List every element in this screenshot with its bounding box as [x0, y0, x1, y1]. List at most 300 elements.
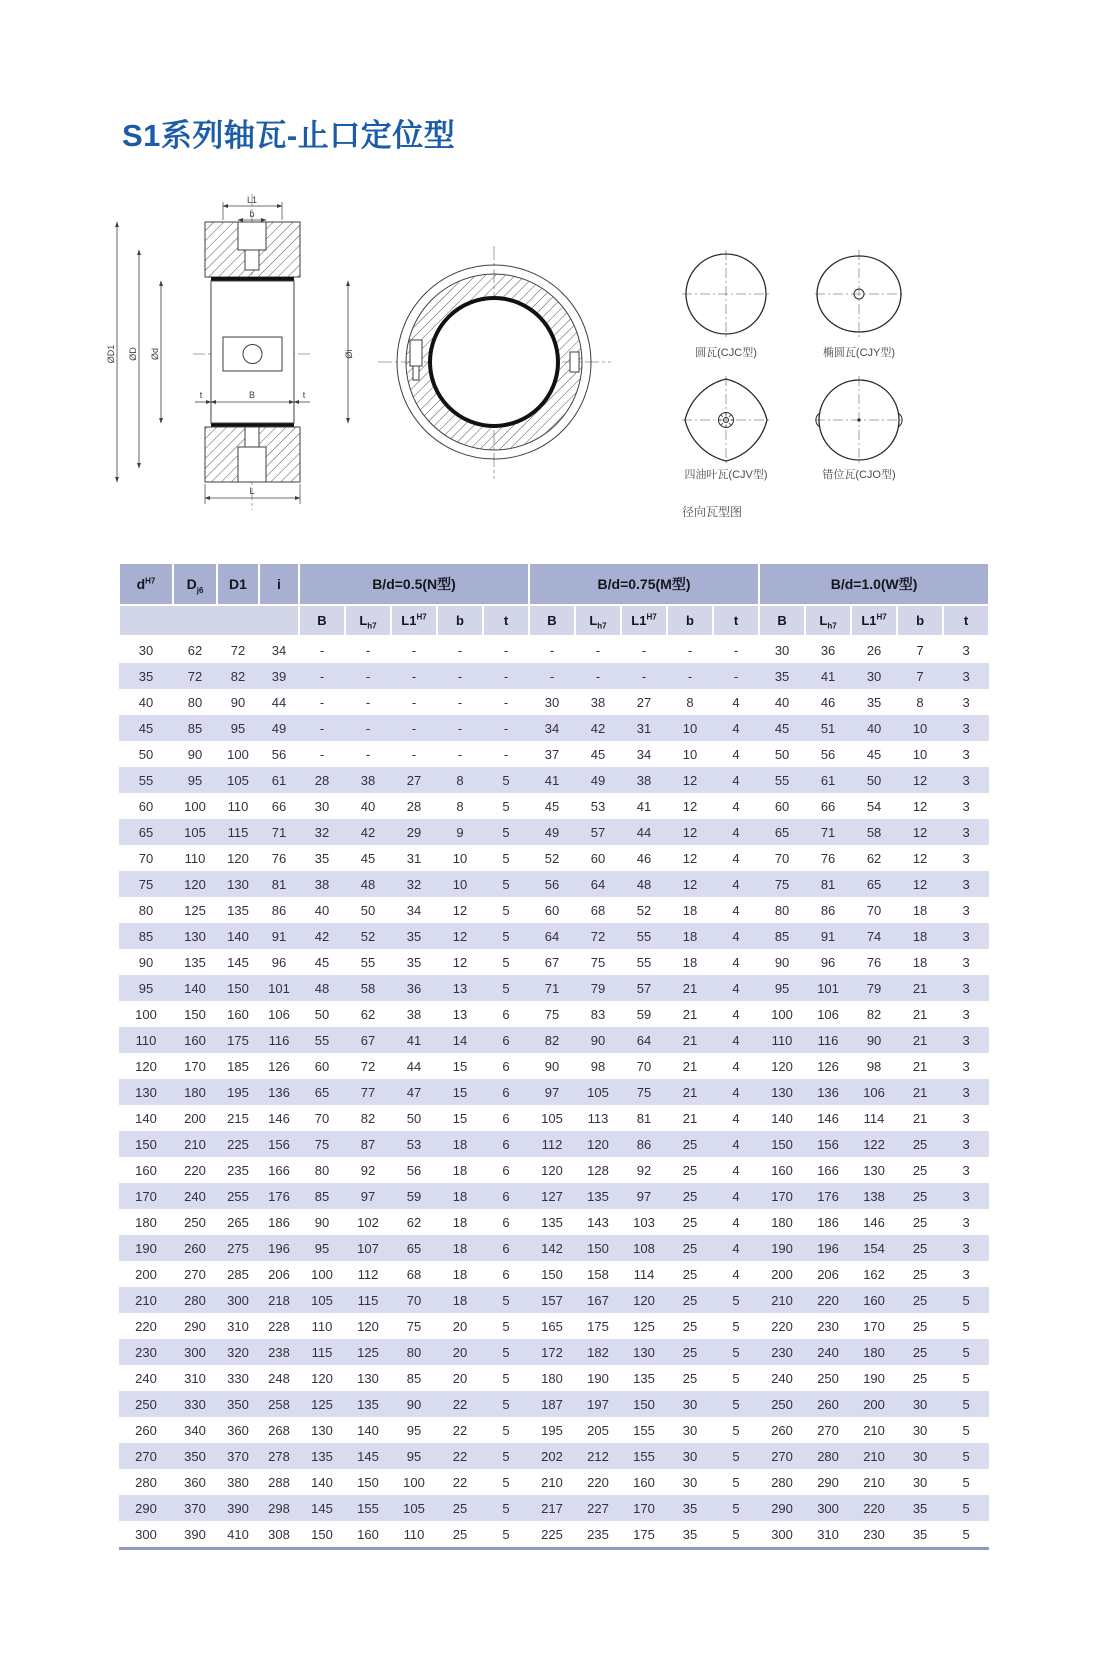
- table-cell: 140: [173, 975, 217, 1001]
- table-cell: 90: [391, 1391, 437, 1417]
- table-cell: 25: [897, 1287, 943, 1313]
- table-cell: 250: [817, 1370, 839, 1386]
- table-cell: 25: [437, 1495, 483, 1521]
- table-cell: 60: [774, 798, 790, 814]
- table-cell: 12: [667, 871, 713, 897]
- table-cell: -: [483, 663, 529, 689]
- table-cell: 330: [173, 1391, 217, 1417]
- table-cell: 85: [759, 923, 805, 949]
- table-cell: 140: [135, 1110, 157, 1126]
- front-view-drawing: [372, 240, 617, 485]
- table-cell: 52: [345, 923, 391, 949]
- table-cell: 20: [452, 1318, 468, 1334]
- table-row: [119, 975, 989, 1001]
- spec-table: [118, 562, 990, 1550]
- table-cell: 4: [713, 975, 759, 1001]
- table-cell: 260: [135, 1422, 157, 1438]
- table-cell: 120: [541, 1162, 563, 1178]
- col-header-i: i: [259, 563, 299, 605]
- table-cell: 86: [820, 902, 836, 918]
- table-cell: -: [503, 642, 509, 658]
- table-cell: 13: [437, 975, 483, 1001]
- table-cell: 85: [406, 1370, 422, 1386]
- table-cell: -: [733, 642, 739, 658]
- table-cell: 7: [916, 642, 924, 658]
- table-cell: 5: [502, 798, 510, 814]
- table-cell: 360: [184, 1474, 206, 1490]
- table-row: [119, 767, 989, 793]
- table-cell: 53: [590, 798, 606, 814]
- table-cell: 255: [217, 1183, 259, 1209]
- table-cell: 64: [575, 871, 621, 897]
- table-cell: 215: [227, 1110, 249, 1126]
- table-cell: 30: [912, 1474, 928, 1490]
- table-cell: 182: [575, 1339, 621, 1365]
- table-cell: -: [391, 663, 437, 689]
- table-cell: -: [457, 746, 463, 762]
- table-cell: 5: [713, 1339, 759, 1365]
- group-header-0: B/d=0.5(N型): [299, 563, 529, 605]
- subcol-header-t-g0: t: [483, 605, 529, 636]
- table-cell: 116: [259, 1027, 299, 1053]
- table-cell: 120: [575, 1131, 621, 1157]
- table-cell: 230: [759, 1339, 805, 1365]
- table-cell: 40: [851, 715, 897, 741]
- table-cell: 278: [259, 1443, 299, 1469]
- table-cell: -: [411, 694, 417, 710]
- cross-section-drawing: [105, 192, 365, 512]
- table-cell: 350: [217, 1391, 259, 1417]
- table-cell: 40: [774, 694, 790, 710]
- table-cell: 175: [621, 1521, 667, 1549]
- table-cell: 30: [774, 642, 790, 658]
- table-cell: 8: [456, 798, 464, 814]
- table-cell: 248: [268, 1370, 290, 1386]
- table-cell: 190: [759, 1235, 805, 1261]
- table-cell: 70: [866, 902, 882, 918]
- table-cell: 212: [575, 1443, 621, 1469]
- table-cell: 5: [502, 1318, 510, 1334]
- table-cell: 34: [406, 902, 422, 918]
- table-cell: 25: [897, 1339, 943, 1365]
- table-cell: 21: [667, 1079, 713, 1105]
- table-cell: 3: [962, 1058, 970, 1074]
- table-cell: 76: [820, 850, 836, 866]
- table-cell: 26: [866, 642, 882, 658]
- table-cell: -: [391, 715, 437, 741]
- table-cell: 35: [314, 850, 330, 866]
- table-cell: 390: [173, 1521, 217, 1549]
- table-cell: 176: [259, 1183, 299, 1209]
- table-cell: 50: [314, 1006, 330, 1022]
- table-cell: 3: [943, 1183, 989, 1209]
- dim-label-t-right: t: [302, 390, 306, 400]
- table-cell: 90: [851, 1027, 897, 1053]
- table-cell: -: [667, 663, 713, 689]
- table-cell: 25: [667, 1131, 713, 1157]
- table-cell: 220: [805, 1287, 851, 1313]
- table-cell: 6: [502, 1006, 510, 1022]
- table-cell: 95: [391, 1443, 437, 1469]
- table-cell: -: [503, 694, 509, 710]
- table-cell: 85: [119, 923, 173, 949]
- table-cell: 12: [452, 902, 468, 918]
- table-cell: 31: [406, 850, 422, 866]
- table-cell: 30: [138, 642, 154, 658]
- table-cell: 85: [299, 1183, 345, 1209]
- table-cell: 3: [962, 850, 970, 866]
- table-cell: 12: [912, 850, 928, 866]
- table-cell: 21: [912, 1110, 928, 1126]
- subcol-header-l1-g0: $L1^{H7}$: [391, 605, 437, 636]
- table-cell: 8: [686, 694, 694, 710]
- table-cell: 3: [943, 923, 989, 949]
- table-row: [119, 1443, 989, 1469]
- table-cell: 150: [759, 1131, 805, 1157]
- dim-label-phi-d1: ØD1: [106, 344, 116, 364]
- table-cell: 35: [667, 1495, 713, 1521]
- table-cell: 80: [391, 1339, 437, 1365]
- table-row: [119, 1313, 989, 1339]
- table-cell: 100: [184, 798, 206, 814]
- table-cell: 128: [587, 1162, 609, 1178]
- table-cell: 120: [357, 1318, 379, 1334]
- table-cell: 154: [851, 1235, 897, 1261]
- table-cell: 101: [259, 975, 299, 1001]
- table-cell: 195: [217, 1079, 259, 1105]
- table-cell: 12: [682, 798, 698, 814]
- table-cell: 135: [184, 954, 206, 970]
- table-cell: 300: [119, 1521, 173, 1549]
- table-cell: 76: [866, 954, 882, 970]
- table-cell: 28: [299, 767, 345, 793]
- table-cell: 25: [667, 1339, 713, 1365]
- table-cell: 50: [851, 767, 897, 793]
- table-cell: 5: [713, 1521, 759, 1549]
- table-cell: 12: [897, 767, 943, 793]
- table-cell: 65: [299, 1079, 345, 1105]
- subcol-header-b-g2: B: [759, 605, 805, 636]
- table-cell: 22: [437, 1443, 483, 1469]
- table-cell: 100: [403, 1474, 425, 1490]
- table-cell: 41: [529, 767, 575, 793]
- table-cell: 6: [483, 1183, 529, 1209]
- table-cell: 21: [912, 1006, 928, 1022]
- table-row: [119, 1261, 989, 1287]
- table-cell: 5: [483, 975, 529, 1001]
- dim-label-t-left: t: [199, 390, 203, 400]
- table-cell: 6: [483, 1079, 529, 1105]
- table-cell: 125: [633, 1318, 655, 1334]
- table-cell: -: [483, 715, 529, 741]
- table-cell: 101: [805, 975, 851, 1001]
- table-cell: 3: [962, 1006, 970, 1022]
- table-cell: 195: [541, 1422, 563, 1438]
- table-cell: 130: [759, 1079, 805, 1105]
- table-cell: 75: [759, 871, 805, 897]
- table-row: [119, 1053, 989, 1079]
- table-cell: 115: [217, 819, 259, 845]
- table-cell: 5: [732, 1318, 740, 1334]
- table-cell: 13: [452, 1006, 468, 1022]
- table-cell: 75: [544, 1006, 560, 1022]
- table-cell: 90: [187, 746, 203, 762]
- table-cell: 29: [391, 819, 437, 845]
- table-cell: 10: [452, 850, 468, 866]
- table-cell: 34: [636, 746, 652, 762]
- table-cell: 202: [529, 1443, 575, 1469]
- table-cell: 170: [621, 1495, 667, 1521]
- table-cell: 70: [391, 1287, 437, 1313]
- table-cell: 82: [866, 1006, 882, 1022]
- table-cell: 25: [912, 1318, 928, 1334]
- table-cell: -: [549, 642, 555, 658]
- wafer-cjc-drawing: [680, 248, 772, 340]
- table-cell: 4: [713, 819, 759, 845]
- table-cell: 280: [135, 1474, 157, 1490]
- table-cell: 160: [851, 1287, 897, 1313]
- wafer-cjo-drawing: [813, 374, 905, 466]
- table-cell: 186: [817, 1214, 839, 1230]
- table-cell: 38: [590, 694, 606, 710]
- table-cell: 138: [851, 1183, 897, 1209]
- table-row: [119, 1157, 989, 1183]
- table-cell: 90: [774, 954, 790, 970]
- table-cell: 79: [575, 975, 621, 1001]
- table-cell: 86: [621, 1131, 667, 1157]
- table-cell: 91: [805, 923, 851, 949]
- table-cell: 270: [759, 1443, 805, 1469]
- table-cell: 370: [173, 1495, 217, 1521]
- table-cell: 190: [863, 1370, 885, 1386]
- table-cell: 15: [452, 1058, 468, 1074]
- table-cell: 240: [135, 1370, 157, 1386]
- table-cell: 240: [805, 1339, 851, 1365]
- table-cell: 80: [774, 902, 790, 918]
- table-cell: 130: [621, 1339, 667, 1365]
- table-cell: 18: [667, 923, 713, 949]
- table-cell: 3: [962, 954, 970, 970]
- table-cell: 125: [299, 1391, 345, 1417]
- table-cell: 3: [943, 767, 989, 793]
- table-cell: 186: [268, 1214, 290, 1230]
- table-cell: 210: [863, 1474, 885, 1490]
- table-cell: 83: [590, 1006, 606, 1022]
- table-cell: 290: [184, 1318, 206, 1334]
- table-cell: 20: [452, 1370, 468, 1386]
- table-cell: 34: [529, 715, 575, 741]
- table-cell: 18: [897, 923, 943, 949]
- table-cell: -: [299, 663, 345, 689]
- table-cell: 225: [529, 1521, 575, 1549]
- table-cell: 71: [529, 975, 575, 1001]
- table-cell: 55: [360, 954, 376, 970]
- table-cell: 5: [502, 850, 510, 866]
- table-cell: 135: [541, 1214, 563, 1230]
- table-cell: 90: [575, 1027, 621, 1053]
- table-cell: 165: [541, 1318, 563, 1334]
- table-cell: 4: [713, 715, 759, 741]
- table-cell: 90: [544, 1058, 560, 1074]
- table-cell: 3: [962, 642, 970, 658]
- table-cell: 210: [863, 1422, 885, 1438]
- table-cell: 110: [759, 1027, 805, 1053]
- table-cell: 170: [863, 1318, 885, 1334]
- table-cell: 150: [299, 1521, 345, 1549]
- table-cell: 86: [271, 902, 287, 918]
- table-cell: 217: [529, 1495, 575, 1521]
- table-cell: 38: [345, 767, 391, 793]
- table-cell: 12: [897, 819, 943, 845]
- table-cell: 4: [732, 694, 740, 710]
- table-cell: 30: [912, 1422, 928, 1438]
- table-cell: 60: [544, 902, 560, 918]
- table-cell: 120: [621, 1287, 667, 1313]
- dim-label-L: L: [249, 486, 255, 496]
- table-cell: 265: [227, 1214, 249, 1230]
- table-cell: 97: [345, 1183, 391, 1209]
- table-cell: 290: [119, 1495, 173, 1521]
- table-cell: 146: [268, 1110, 290, 1126]
- table-cell: 5: [943, 1443, 989, 1469]
- table-cell: 4: [732, 1162, 740, 1178]
- table-cell: 6: [502, 1110, 510, 1126]
- col-header-d: $D_{j6}$: [173, 563, 217, 605]
- table-cell: 60: [590, 850, 606, 866]
- table-cell: 390: [217, 1495, 259, 1521]
- table-cell: 160: [345, 1521, 391, 1549]
- table-cell: 30: [897, 1391, 943, 1417]
- table-cell: 25: [682, 1214, 698, 1230]
- table-cell: 4: [713, 1131, 759, 1157]
- table-cell: 51: [805, 715, 851, 741]
- table-cell: 180: [851, 1339, 897, 1365]
- table-cell: 75: [621, 1079, 667, 1105]
- table-cell: 82: [529, 1027, 575, 1053]
- table-cell: 6: [502, 1214, 510, 1230]
- table-cell: 4: [732, 954, 740, 970]
- table-cell: 95: [217, 715, 259, 741]
- table-cell: 74: [851, 923, 897, 949]
- table-cell: -: [365, 694, 371, 710]
- wafer-cjv-drawing: [680, 374, 772, 466]
- table-cell: 5: [502, 1422, 510, 1438]
- subcol-header-b-g2: b: [897, 605, 943, 636]
- table-cell: 180: [541, 1370, 563, 1386]
- table-row: [119, 1391, 989, 1417]
- table-cell: 64: [529, 923, 575, 949]
- table-cell: 270: [119, 1443, 173, 1469]
- table-cell: 205: [587, 1422, 609, 1438]
- table-cell: 25: [897, 1235, 943, 1261]
- table-row: [119, 1079, 989, 1105]
- table-cell: 110: [227, 798, 249, 814]
- table-cell: 200: [851, 1391, 897, 1417]
- table-cell: 14: [437, 1027, 483, 1053]
- table-row: [119, 845, 989, 871]
- table-cell: 5: [502, 1474, 510, 1490]
- table-row: [119, 689, 989, 715]
- table-cell: 21: [682, 1058, 698, 1074]
- table-cell: 66: [271, 798, 287, 814]
- table-cell: 18: [437, 1183, 483, 1209]
- table-cell: 105: [575, 1079, 621, 1105]
- table-cell: 220: [851, 1495, 897, 1521]
- table-cell: 25: [912, 1370, 928, 1386]
- table-header-row-main: [119, 563, 989, 605]
- table-cell: 140: [771, 1110, 793, 1126]
- table-cell: 81: [805, 871, 851, 897]
- table-cell: 34: [271, 642, 287, 658]
- table-cell: 160: [135, 1162, 157, 1178]
- table-cell: 57: [575, 819, 621, 845]
- table-cell: 80: [314, 1162, 330, 1178]
- table-cell: 62: [866, 850, 882, 866]
- table-row: [119, 1235, 989, 1261]
- table-body: [119, 636, 989, 1549]
- table-row: [119, 793, 989, 819]
- table-cell: 225: [217, 1131, 259, 1157]
- table-cell: 18: [452, 1214, 468, 1230]
- table-cell: 35: [866, 694, 882, 710]
- table-cell: 235: [227, 1162, 249, 1178]
- table-cell: 285: [227, 1266, 249, 1282]
- table-cell: 230: [851, 1521, 897, 1549]
- table-cell: 62: [360, 1006, 376, 1022]
- table-cell: -: [621, 663, 667, 689]
- table-cell: 25: [682, 1318, 698, 1334]
- table-cell: 5: [943, 1391, 989, 1417]
- table-cell: -: [299, 715, 345, 741]
- table-cell: 110: [119, 1027, 173, 1053]
- table-cell: 4: [732, 746, 740, 762]
- table-cell: 218: [259, 1287, 299, 1313]
- table-cell: 143: [587, 1214, 609, 1230]
- table-cell: 5: [713, 1495, 759, 1521]
- table-cell: 197: [575, 1391, 621, 1417]
- table-cell: 40: [138, 694, 154, 710]
- table-cell: 3: [943, 663, 989, 689]
- table-cell: 200: [135, 1266, 157, 1282]
- table-cell: 72: [360, 1058, 376, 1074]
- table-cell: 4: [732, 1214, 740, 1230]
- table-cell: 6: [502, 1058, 510, 1074]
- table-cell: 230: [817, 1318, 839, 1334]
- table-cell: 156: [805, 1131, 851, 1157]
- table-row: [119, 715, 989, 741]
- table-cell: 250: [759, 1391, 805, 1417]
- table-cell: 300: [805, 1495, 851, 1521]
- table-cell: 12: [912, 798, 928, 814]
- table-cell: 280: [173, 1287, 217, 1313]
- table-cell: 105: [391, 1495, 437, 1521]
- table-cell: 49: [259, 715, 299, 741]
- table-cell: 98: [866, 1058, 882, 1074]
- table-cell: 270: [817, 1422, 839, 1438]
- table-cell: 150: [621, 1391, 667, 1417]
- table-cell: 10: [912, 746, 928, 762]
- table-cell: 28: [406, 798, 422, 814]
- table-cell: 166: [817, 1162, 839, 1178]
- table-cell: 60: [138, 798, 154, 814]
- table-cell: 30: [851, 663, 897, 689]
- table-cell: 196: [259, 1235, 299, 1261]
- table-cell: 135: [633, 1370, 655, 1386]
- table-cell: 18: [437, 1235, 483, 1261]
- table-cell: 5: [732, 1370, 740, 1386]
- table-cell: -: [365, 642, 371, 658]
- table-cell: 100: [771, 1006, 793, 1022]
